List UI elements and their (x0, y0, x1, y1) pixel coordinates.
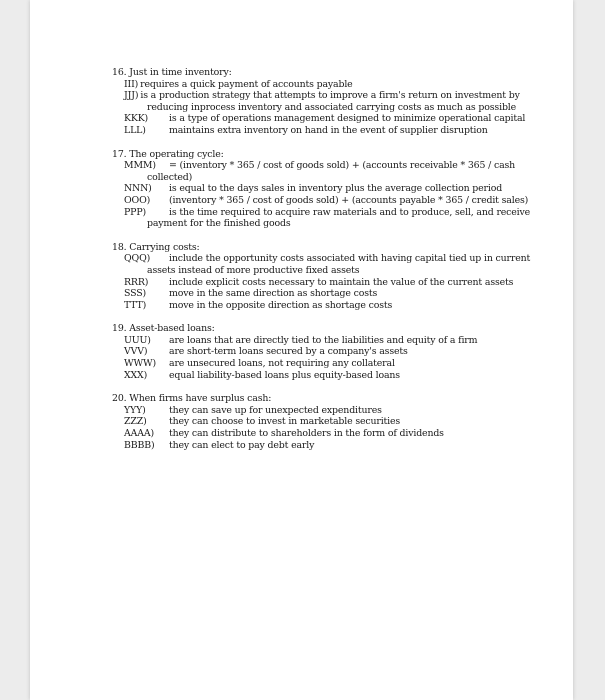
option-code: OOO) (124, 194, 151, 206)
option-text: are short-term loans secured by a company's assets (169, 346, 408, 358)
option-code: UUU) (124, 334, 151, 346)
option-code: TTT) (124, 299, 147, 311)
answer-option (124, 113, 532, 125)
question-title: 17. The operating cycle: (112, 148, 224, 160)
option-text: is a type of operations management designed to minimize operational capital (169, 113, 526, 125)
question-list (112, 67, 532, 463)
option-text: requires a quick payment of accounts payable (140, 78, 353, 90)
option-code: MMM) (124, 160, 156, 172)
option-code: PPP) (124, 206, 146, 218)
option-text: is a production strategy that attempts to improve a firm's return on investment by reducing inprocess inventory and associated carrying costs as much as possible (140, 90, 520, 113)
option-text: = (inventory * 365 / cost of goods sold) + (accounts receivable * 365 / cash collected) (147, 160, 516, 183)
question-16 (112, 67, 532, 137)
option-code: RRR) (124, 276, 149, 288)
option-text: they can choose to invest in marketable securities (169, 416, 401, 428)
question-title: 18. Carrying costs: (112, 241, 200, 253)
option-text: equal liability-based loans plus equity-based loans (169, 369, 400, 381)
option-code: XXX) (124, 369, 148, 381)
question-18 (112, 242, 532, 312)
option-code: SSS) (124, 288, 146, 300)
answer-option (124, 79, 532, 91)
option-text: maintains extra inventory on hand in the event of supplier disruption (169, 124, 488, 136)
question-title: 16. Just in time inventory: (112, 67, 232, 78)
option-code: YYY) (124, 404, 146, 416)
option-code: QQQ) (124, 253, 151, 265)
option-text: they can elect to pay debt early (169, 439, 315, 451)
answer-option (124, 370, 532, 382)
option-text: include the opportunity costs associated with having capital tied up in current assets instead of more productive fixed assets (147, 253, 531, 276)
option-code: III) (124, 78, 139, 90)
document-page (30, 0, 573, 700)
option-text: is the time required to acquire raw materials and to produce, sell, and receive payment for the finished goods (147, 206, 531, 230)
option-code: BBBB) (124, 439, 155, 451)
answer-option (124, 405, 532, 417)
option-text: is equal to the days sales in inventory plus the average collection period (169, 183, 503, 195)
answer-option (124, 335, 532, 347)
question-title: 20. When firms have surplus cash: (112, 393, 272, 405)
option-text: include explicit costs necessary to maintain the value of the current assets (169, 276, 514, 288)
answer-option (124, 288, 532, 300)
answer-option (124, 90, 532, 113)
option-text: are unsecured loans, not requiring any collateral (169, 358, 395, 370)
answer-option (124, 440, 532, 452)
question-title: 19. Asset-based loans: (112, 323, 215, 335)
answer-option (124, 183, 532, 195)
answer-option (124, 358, 532, 370)
question-20 (112, 393, 532, 451)
option-text: they can distribute to shareholders in the form of dividends (169, 428, 444, 440)
answer-option (124, 300, 532, 312)
answer-option (124, 195, 532, 207)
option-code: NNN) (124, 183, 152, 195)
question-17 (112, 149, 532, 230)
answer-option (124, 346, 532, 358)
option-code: AAAA) (124, 428, 154, 440)
answer-option (124, 253, 532, 276)
option-code: KKK) (124, 113, 149, 125)
answer-option (124, 125, 532, 137)
answer-option (124, 416, 532, 428)
answer-option (124, 428, 532, 440)
option-text: move in the same direction as shortage costs (169, 288, 378, 300)
option-code: ZZZ) (124, 416, 147, 428)
option-code: JJJ) (124, 90, 139, 102)
option-code: WWW) (124, 358, 156, 370)
question-19 (112, 323, 532, 381)
answer-option (124, 160, 532, 183)
option-code: LLL) (124, 124, 146, 136)
answer-option (124, 207, 532, 230)
option-text: they can save up for unexpected expenditures (169, 404, 382, 416)
option-text: (inventory * 365 / cost of goods sold) + (accounts payable * 365 / credit sales) (169, 194, 529, 206)
answer-option (124, 277, 532, 289)
option-text: are loans that are directly tied to the liabilities and equity of a firm (169, 334, 478, 346)
option-text: move in the opposite direction as shortage costs (169, 299, 393, 311)
option-code: VVV) (124, 346, 148, 358)
